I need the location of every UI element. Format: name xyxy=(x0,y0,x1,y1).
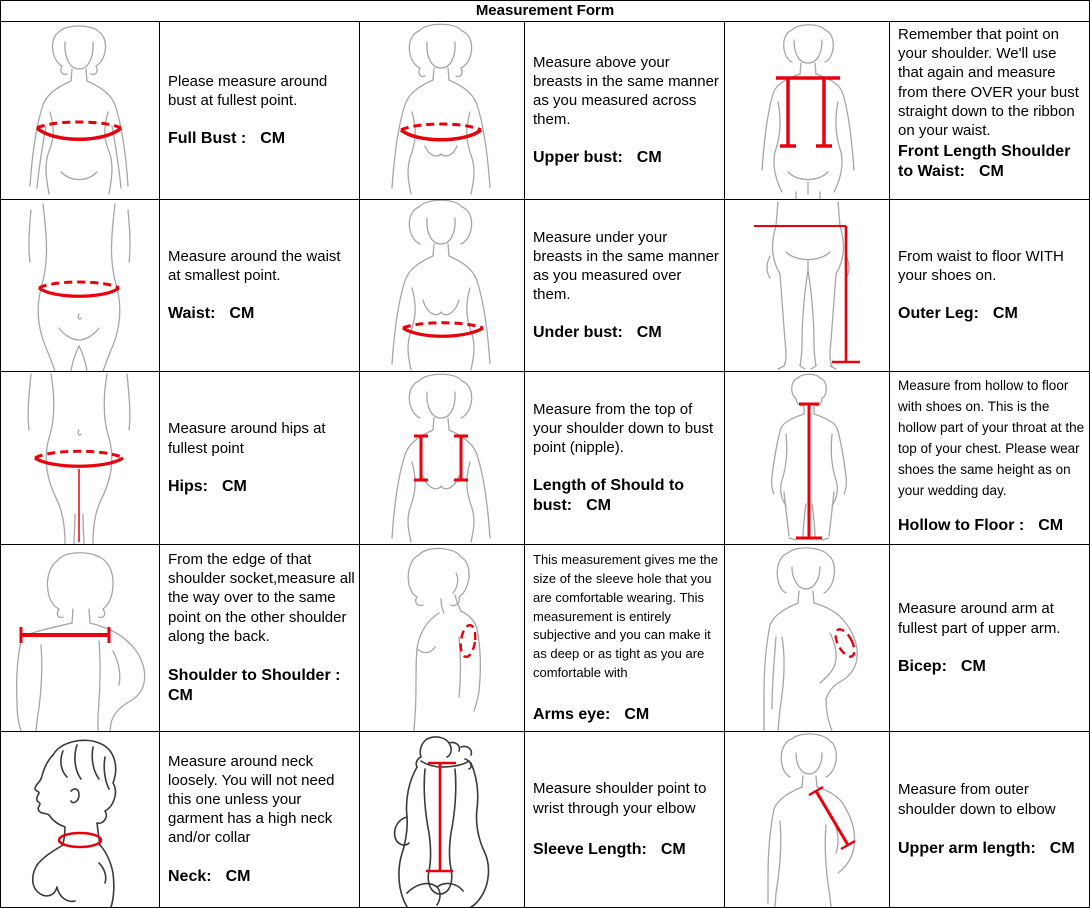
measurement-label xyxy=(533,148,720,168)
neck-instructions xyxy=(160,732,360,907)
sleeve-length-figure xyxy=(361,733,524,907)
instruction-text: Measure from hollow to floor with shoes on. This is the hollow part of your throat at the top of your chest. Please wear shoes the same height as on your wedding day. xyxy=(898,378,1085,498)
unit-text: CM xyxy=(636,149,662,167)
unit-text: CM xyxy=(992,305,1018,323)
front-length-instructions xyxy=(890,22,1089,200)
upper-arm-figure-cell xyxy=(725,732,890,907)
instruction-text: Remember that point on your shoulder. We'll use that again and measure from there OVER your bust straight down to the ribbon on your waist. xyxy=(898,26,1079,139)
instruction-text: From the edge of that shoulder socket,measure all the way over to the same point on the other shoulder along the back. xyxy=(168,551,355,645)
upper-bust-figure xyxy=(361,22,524,199)
label-text: Shoulder to Shoulder : CM xyxy=(168,666,341,704)
unit-text: CM xyxy=(978,163,1004,181)
label-text: Sleeve Length: xyxy=(533,840,647,858)
unit-text: CM xyxy=(586,497,611,515)
unit-text: CM xyxy=(225,868,251,886)
instruction-text: From waist to floor WITH your shoes on. xyxy=(898,247,1064,284)
unit-text: CM xyxy=(660,840,686,858)
unit-text: CM xyxy=(636,324,662,342)
full-bust-figure xyxy=(1,22,159,199)
front-length-shoulder-to-waist-figure xyxy=(726,22,889,199)
measurement-label xyxy=(168,477,355,497)
under-bust-figure-cell xyxy=(360,200,525,372)
measurement-label xyxy=(898,657,1085,677)
neck-figure-cell xyxy=(1,732,160,907)
measurement-label xyxy=(533,323,720,343)
bicep-figure xyxy=(726,545,889,731)
measurement-label xyxy=(533,840,720,860)
instruction-text: Measure around hips at fullest point xyxy=(168,420,326,457)
waist-instructions xyxy=(160,200,360,372)
outer-leg-figure xyxy=(726,200,889,371)
waist-figure xyxy=(1,200,159,371)
hips-instructions xyxy=(160,372,360,545)
label-text: Hollow to Floor : xyxy=(898,516,1025,534)
measurement-label xyxy=(898,516,1085,536)
unit-text: CM xyxy=(624,705,650,723)
measurement-label xyxy=(168,666,355,706)
measurement-label xyxy=(168,867,355,887)
shoulder-to-bust-figure-cell xyxy=(360,372,525,545)
measurement-label xyxy=(533,476,720,516)
measurement-label xyxy=(168,304,355,324)
upper-bust-figure-cell xyxy=(360,22,525,200)
hollow-to-floor-instructions xyxy=(890,372,1089,545)
shoulder-to-bust-figure xyxy=(361,372,524,544)
label-text: Bicep: xyxy=(898,657,947,675)
hollow-to-floor-figure-cell xyxy=(725,372,890,545)
instruction-text: Measure from the top of your shoulder down to bust point (nipple). xyxy=(533,400,714,457)
shoulder-to-bust-instructions xyxy=(525,372,725,545)
under-bust-figure xyxy=(361,200,524,371)
measurement-label xyxy=(898,304,1085,324)
front-length-figure-cell xyxy=(725,22,890,200)
arms-eye-figure-cell xyxy=(360,545,525,732)
arms-eye-instructions xyxy=(525,545,725,732)
unit-text: CM xyxy=(960,657,986,675)
under-bust-instructions xyxy=(525,200,725,372)
arms-eye-figure xyxy=(361,545,524,731)
sleeve-length-figure-cell xyxy=(360,732,525,907)
instruction-text: Measure around neck loosely. You will not need this one unless your garment has a high neck and/or collar xyxy=(168,752,335,847)
unit-text: CM xyxy=(229,305,255,323)
waist-figure-cell xyxy=(1,200,160,372)
unit-text: CM xyxy=(1038,516,1064,534)
bicep-instructions xyxy=(890,545,1089,732)
full-bust-figure-cell xyxy=(1,22,160,200)
label-text: Length of Should to bust: xyxy=(533,477,685,515)
shoulder-to-shoulder-figure-cell xyxy=(1,545,160,732)
measurement-label xyxy=(898,839,1085,859)
label-text: Front Length Shoulder to Waist: xyxy=(898,143,1071,181)
label-text: Arms eye: xyxy=(533,705,611,723)
unit-text: CM xyxy=(1049,839,1075,857)
instruction-text: Please measure around bust at fullest point. xyxy=(168,72,328,109)
hips-figure-cell xyxy=(1,372,160,545)
upper-bust-instructions xyxy=(525,22,725,200)
upper-arm-instructions xyxy=(890,732,1089,907)
label-text: Neck: xyxy=(168,868,212,886)
hips-figure xyxy=(1,372,159,544)
outer-leg-figure-cell xyxy=(725,200,890,372)
unit-text: CM xyxy=(260,130,286,148)
page-title: Measurement Form xyxy=(1,1,1089,22)
label-text: Full Bust : xyxy=(168,130,247,148)
full-bust-instructions xyxy=(160,22,360,200)
instruction-text: Measure under your breasts in the same manner as you measured over them. xyxy=(533,228,719,304)
instruction-text: Measure above your breasts in the same manner as you measured across them. xyxy=(533,53,719,129)
upper-arm-length-figure xyxy=(726,733,889,907)
label-text: Outer Leg: xyxy=(898,305,979,323)
measurement-label xyxy=(533,705,720,725)
sleeve-length-instructions xyxy=(525,732,725,907)
instruction-text: Measure around arm at fullest part of upper arm. xyxy=(898,600,1061,637)
label-text: Upper bust: xyxy=(533,149,623,167)
instruction-text: Measure around the waist at smallest point. xyxy=(168,247,341,284)
hollow-to-floor-figure xyxy=(726,372,889,544)
label-text: Hips: xyxy=(168,477,208,495)
measurement-label xyxy=(168,129,355,149)
unit-text: CM xyxy=(222,477,247,495)
instruction-text: Measure from outer shoulder down to elbow xyxy=(898,781,1056,818)
bicep-figure-cell xyxy=(725,545,890,732)
instruction-text: This measurement gives me the size of the sleeve hole that you are comfortable wearing. This measurement is entirely subjective and you can make it as deep or as tight as you are comfortable with xyxy=(533,552,718,681)
neck-figure xyxy=(1,733,159,907)
outer-leg-instructions xyxy=(890,200,1089,372)
label-text: Under bust: xyxy=(533,324,623,342)
shoulder-to-shoulder-instructions xyxy=(160,545,360,732)
instruction-text: Measure shoulder point to wrist through your elbow xyxy=(533,780,707,817)
measurement-label xyxy=(898,142,1085,182)
shoulder-to-shoulder-figure xyxy=(1,545,159,731)
label-text: Waist: xyxy=(168,305,216,323)
label-text: Upper arm length: xyxy=(898,839,1036,857)
